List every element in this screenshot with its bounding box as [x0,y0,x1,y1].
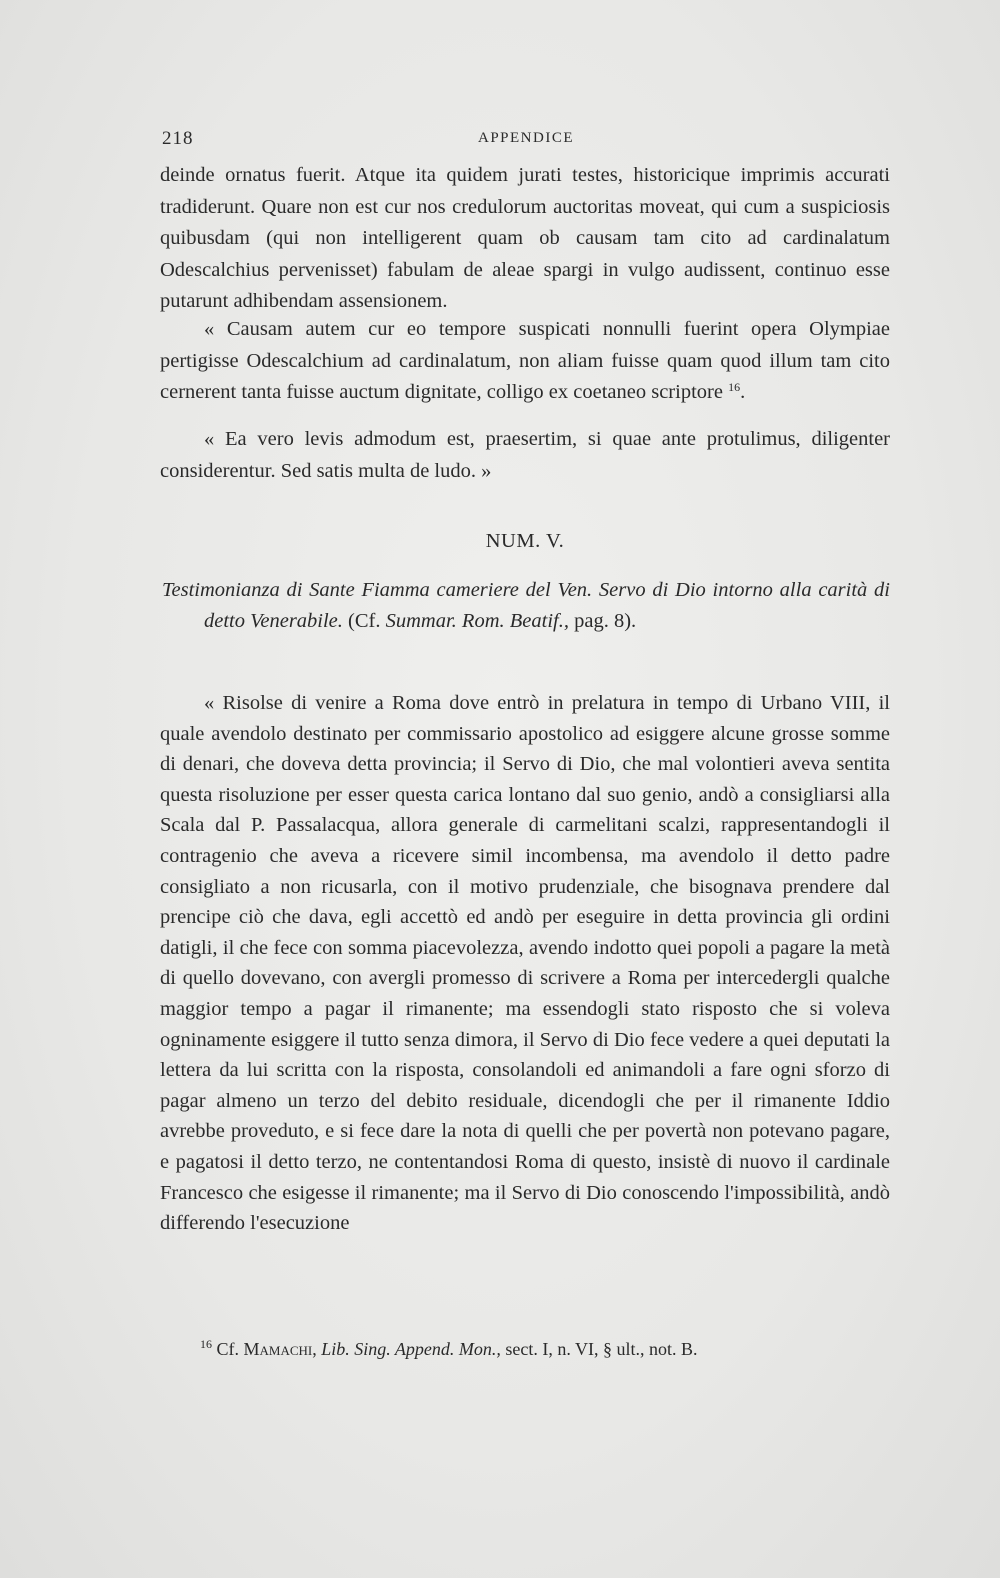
paragraph-latin-1: deinde ornatus fuerit. Atque ita quidem jurati testes, historicique imprimis accurati tradiderunt. Quare non est cur nos credulorum auctoritas moveat, qui cum a suspiciosis quibusdam (qui non intelligerent quam ob causam tam cito ad cardinalatum Odescalchius pervenisset) fabulam de aleae spargi in vulgo audissent, continuo esse putarunt adhibendam assensionem. [160,164,890,312]
testimony-paragraph: « Risolse di venire a Roma dove entrò in prelatura in tempo di Urbano VIII, il quale avendolo destinato per commissario apostolico ad esiggere alcune grosse somme di denari, che doveva detta provincia; il Servo di Dio, che mal volontieri aveva sentita questa risoluzione per esser questa carica lontano dal suo genio, andò a consigliarsi alla Scala dal P. Passalacqua, allora generale di carmelitani scalzi, rappresentandogli il contragenio che aveva a ricevere simil incombensa, ma avendolo il detto padre consigliato a non ricusarla, con il motivo prudenziale, che bisognava prendere dal prencipe ciò che dava, egli accettò ed andò per eseguire in detta provincia gli ordini datigli, il che fece con somma piacevolezza, avendo indotto quei popoli a pagare la metà di quello dovevano, con avergli promesso di scrivere a Roma per intercedergli qualche maggior tempo a pagar il rimanente; ma essendogli stato risposto che si voleva ogninamente esiggere il tutto senza dimora, il Servo di Dio fece vedere a quei deputati la lettera da lui scritta con la risposta, consolandoli ed animandoli a fare ogni sforzo di pagar almeno un terzo del debito residuale, dicendogli che per il rimanente Iddio avrebbe proveduto, e si fece dare la nota di quelli che per povertà non potevano pagare, e pagatosi il detto terzo, ne contentandosi Roma di questo, insistè di nuovo il cardinale Francesco che esigesse il rimanente; ma il Servo di Dio conoscendo l'impossibilità, andò differendo l'esecuzione [160,692,890,1235]
footnote-reference: 16 [728,380,741,394]
caption-title: Testimonianza di Sante Fiamma cameriere del Ven. Servo di Dio intorno alla carità di detto Venerabile. [162,579,890,632]
footnote-cf: Cf. [212,1339,244,1359]
paragraph-latin-2-text: « Causam autem cur eo tempore suspicati nonnulli fuerint opera Olympiae pertigisse Odescalchium ad cardinalatum, non aliam fuisse quam quod illum tam cito cernerent tanta fuisse auctum dignitate, colligo ex coetaneo scriptore [160,318,890,403]
page-number: 218 [162,128,194,149]
paragraph-latin-2-end: . [740,381,746,403]
footnote-work: Lib. Sing. Append. Mon., [321,1339,501,1359]
paragraph-latin-2 [160,314,890,409]
footnote-author: Mamachi [243,1339,313,1359]
footnote-rest: sect. I, n. VI, § ult., not. B. [500,1339,698,1359]
running-title: APPENDICE [477,130,574,146]
caption-ref-open: (Cf. [342,610,386,632]
page-header [162,128,890,156]
section-caption [162,575,890,637]
footnote-number: 16 [200,1337,212,1351]
caption-source: Summar. Rom. Beatif., [385,610,569,632]
caption-page: pag. 8). [568,610,637,632]
footnote [200,1336,890,1362]
section-heading: NUM. V. [485,530,565,552]
footnote-comma: , [312,1339,322,1359]
paragraph-latin-3: « Ea vero levis admodum est, praesertim, si quae ante protulimus, diligenter considerentur. Sed satis multa de ludo. » [160,428,890,482]
